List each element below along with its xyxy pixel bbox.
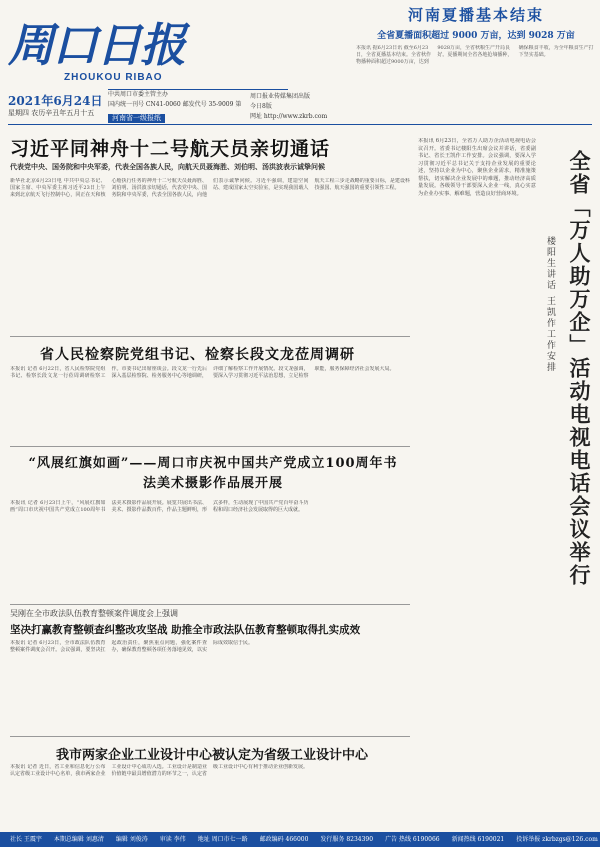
newspaper-grade-tag: 河南省一级报纸 <box>108 114 165 123</box>
logo-text: 周口日报 <box>8 18 184 72</box>
issue-weekday: 星期四 农历辛丑年五月十五 <box>8 109 95 117</box>
logo-english: ZHOUKOU RIBAO <box>64 72 163 83</box>
sponsor-info <box>250 92 327 122</box>
footer-item: 审读 李伟 <box>159 836 186 843</box>
issue-date: 2021年6月24日 <box>8 94 103 108</box>
footer-item: 新闻热线 6190021 <box>451 836 505 843</box>
lead-body: 新华社北京6月23日电 中共中央总书记、国家主席、中央军委主席习近平23日上午来到北京航天飞行控制中心，同正在天和核心舱执行任务的神舟十二号航天员聂海胜、刘伯明、汤洪波亲切通话，代表党中央、国务院和中央军委，代表全国各族人民，向他们表示诚挚问候。习近平强调，建造空间站、建成国家太空实验室，是实现我国载人航天工程三步走战略的重要目标，是建设科技强国、航天强国的重要引领性工程。 <box>10 178 410 199</box>
design-center-body: 本报讯 记者 近日，省工业和信息化厅公布认定省级工业设计中心名单，我市两家企业工业设计中心成功入选。工业设计是制造业价值链中最具增值潜力的环节之一，认定省级工业设计中心有利于推动企业创新发展。 <box>10 764 309 778</box>
footer-item: 邮政编码 466000 <box>259 836 309 843</box>
side-feature-subheadline: 楼阳生讲话 王凯作工作安排 <box>545 236 555 373</box>
law-body: 本报讯 记者 6月23日，全市政法队伍教育整顿案件调度会召开。会议强调，要坚决扛起政治责任，聚焦重点问题，强化案件查办，确保教育整顿各项任务落地见效，以实际成效取信于民。 <box>10 640 254 654</box>
divider <box>10 736 410 737</box>
masthead <box>0 0 600 122</box>
footer-item: 编辑 刘俊涛 <box>115 836 148 843</box>
info-line: 网址 http://www.zkrb.com <box>250 113 328 120</box>
divider <box>10 604 410 605</box>
top-right-story[interactable] <box>356 4 596 113</box>
procuratorate-body: 本报讯 记者 6月22日，省人民检察院党组书记、检察长段文龙一行莅周调研检察工作。市委书记出席座谈会。段文龙一行先后深入基层检察院、检务服务中心等地调研，详细了解检察工作开展情况。段文龙强调，要深入学习贯彻习近平法治思想，立足检察职能，服务保障经济社会发展大局。 <box>10 366 395 380</box>
side-feature-body: 本报讯 6月23日，全省万人助万企活动电视电话会议召开。省委书记楼阳生出席会议并讲话，省委副书记、省长王凯作工作安排。会议强调，要深入学习贯彻习近平总书记关于支持企业发展的重要论述，坚持以企业为中心，聚焦企业需求，精准施策帮扶，切实解决企业发展中的难题，推动经济高质量发展。各级领导干部要深入企业一线，真心实意为企业办实事、解难题，营造良好营商环境。 <box>418 138 536 197</box>
design-center-headline[interactable]: 我市两家企业工业设计中心被认定为省级工业设计中心 <box>55 748 368 763</box>
law-kicker: 吴刚在全市政法队伍教育整顿案件调度会上强调 <box>10 609 178 618</box>
law-headline[interactable]: 坚决打赢教育整顿查纠整改攻坚战 助推全市政法队伍教育整顿取得扎实成效 <box>10 624 361 636</box>
footer-item: 广告 热线 6190066 <box>385 836 440 843</box>
footer-bar <box>0 832 600 847</box>
footer-item: 地址 周口市七一路 <box>197 836 248 843</box>
exhibition-headline[interactable]: “风展红旗如画”——周口市庆祝中国共产党成立100周年书法美术摄影作品展开展 <box>28 456 398 491</box>
footer-item: 社长 王震宇 <box>10 836 42 843</box>
side-feature-headline[interactable]: 全省「万人助万企」活动电视电话会议举行 <box>567 150 592 587</box>
divider <box>10 336 410 337</box>
info-line: 国内统一刊号 CN41-0060 邮发代号 35-9009 第 <box>108 101 242 108</box>
info-line: 中共周口市委主管主办 <box>108 91 169 98</box>
footer-item: 发行服务 8234390 <box>320 836 374 843</box>
exhibition-body: 本报讯 记者 6月23日上午，“风展红旗如画”周口市庆祝中国共产党成立100周年书法美术摄影作品展开展。展览共展出书法、美术、摄影作品数百件，作品主题鲜明，形式多样，生动展现了中国共产党百年奋斗历程和周口经济社会发展取得的巨大成就。 <box>10 500 309 514</box>
footer-item: 本期总编辑 刘惠清 <box>53 836 104 843</box>
info-line: 今日8版 <box>250 103 272 110</box>
lead-subheadline: 代表党中央、国务院和中央军委，代表全国各族人民，向航天员聂海胜、刘伯明、汤洪波表示诚挚问候 <box>10 162 325 171</box>
divider <box>8 124 592 125</box>
lead-headline[interactable]: 习近平同神舟十二号航天员亲切通话 <box>10 138 331 160</box>
top-right-headline: 河南夏播基本结束 <box>407 6 544 24</box>
info-line: 周口报业传媒集团出版 <box>250 93 311 100</box>
divider <box>10 446 410 447</box>
top-right-subheadline: 全省夏播面积超过 9000 万亩，达到 9028 万亩 <box>377 31 575 41</box>
footer-item: 投诉举报 zkrbzgs@126.com <box>516 836 598 843</box>
top-right-body: 本报讯 据6月23日讯 截至6月23日，全省夏播基本结束。全省秋作物播种面积超过9000万亩，达到9028万亩，全省秋粮生产开局良好。夏播期间全省各地抢墒播种，确保粮食丰收，为全年粮食生产打下坚实基础。 <box>356 45 594 65</box>
newspaper-logo <box>8 6 208 72</box>
procuratorate-headline[interactable]: 省人民检察院党组书记、检察长段文龙莅周调研 <box>40 347 355 363</box>
